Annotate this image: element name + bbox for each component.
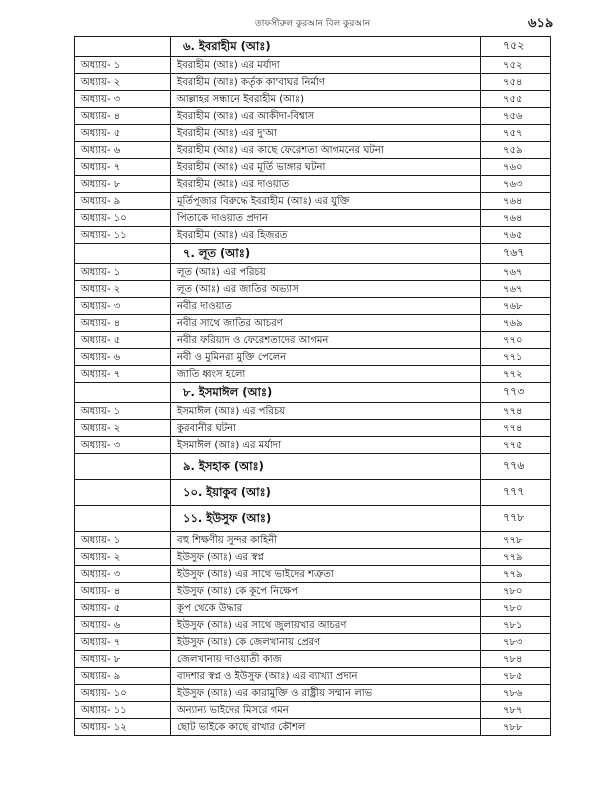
chapter-label: অধ্যায়- ৫ — [75, 600, 171, 617]
page-ref: ৭৭৯ — [481, 566, 551, 583]
chapter-row — [75, 702, 551, 719]
page-ref: ৭৫৪ — [481, 74, 551, 91]
chapter-label: অধ্যায়- ৩ — [75, 91, 171, 108]
chapter-title: ইবরাহীম (আঃ) এর হিজরত — [171, 227, 481, 244]
chapter-title: জেলখানায় দাওয়াতী কাজ — [171, 651, 481, 668]
page-ref: ৭৬৫ — [481, 227, 551, 244]
section-row — [75, 37, 551, 57]
page-ref: ৭৭১ — [481, 349, 551, 366]
chapter-label: অধ্যায়- ৪ — [75, 583, 171, 600]
page-ref: ৭৭৩ — [481, 383, 551, 403]
chapter-row — [75, 600, 551, 617]
page-ref: ৭৫৫ — [481, 91, 551, 108]
page-ref: ৭৭৪ — [481, 403, 551, 420]
chapter-label: অধ্যায়- ১২ — [75, 719, 171, 736]
chapter-label: অধ্যায়- ৬ — [75, 142, 171, 159]
chapter-label: অধ্যায়- ৩ — [75, 298, 171, 315]
chapter-title: নবীর ফরিয়াদ ও ফেরেশতাদের আগমন — [171, 332, 481, 349]
page-ref: ৭৭৫ — [481, 437, 551, 454]
chapter-row — [75, 176, 551, 193]
chapter-label: অধ্যায়- ২ — [75, 549, 171, 566]
page-ref: ৭৭৭ — [481, 480, 551, 506]
chapter-label: অধ্যায়- ৮ — [75, 651, 171, 668]
chapter-row — [75, 315, 551, 332]
chapter-row — [75, 532, 551, 549]
chapter-label: অধ্যায়- ১ — [75, 403, 171, 420]
page-ref: ৭৬৪ — [481, 210, 551, 227]
chapter-title: আল্লাহর সন্ধানে ইবরাহীম (আঃ) — [171, 91, 481, 108]
section-title: ১১. ইউসুফ (আঃ) — [171, 506, 481, 532]
page-ref: ৭৬৩ — [481, 176, 551, 193]
chapter-title: ইউসুফ (আঃ) এর সাথে ভাইদের শত্রুতা — [171, 566, 481, 583]
chapter-row — [75, 549, 551, 566]
page-ref: ৭৫৭ — [481, 125, 551, 142]
page-ref: ৭৫২ — [481, 37, 551, 57]
chapter-row — [75, 566, 551, 583]
chapter-row — [75, 281, 551, 298]
chapter-label: অধ্যায়- ৭ — [75, 159, 171, 176]
page-ref: ৭৭৬ — [481, 454, 551, 480]
chapter-row — [75, 91, 551, 108]
page-ref: ৭৭৪ — [481, 420, 551, 437]
chapter-title: ছোট ভাইকে কাছে রাখার কৌশল — [171, 719, 481, 736]
chapter-label: অধ্যায়- ১০ — [75, 685, 171, 702]
chapter-row — [75, 264, 551, 281]
page-ref: ৭৫৬ — [481, 108, 551, 125]
page-ref: ৭৬৭ — [481, 264, 551, 281]
chapter-label: অধ্যায়- ১ — [75, 532, 171, 549]
chapter-label: অধ্যায়- ৬ — [75, 617, 171, 634]
page-ref: ৭৬০ — [481, 159, 551, 176]
section-row — [75, 244, 551, 264]
chapter-label — [75, 506, 171, 532]
chapter-label: অধ্যায়- ১ — [75, 264, 171, 281]
chapter-row — [75, 685, 551, 702]
page-ref: ৭৮৫ — [481, 668, 551, 685]
chapter-title: ইবরাহীম (আঃ) এর দু'আ — [171, 125, 481, 142]
chapter-row — [75, 298, 551, 315]
section-title: ৬. ইবরাহীম (আঃ) — [171, 37, 481, 57]
page-ref: ৭৮৭ — [481, 702, 551, 719]
chapter-row — [75, 437, 551, 454]
chapter-title: ইউসুফ (আঃ) এর কারামুক্তি ও রাষ্ট্রীয় সম্মান লাভ — [171, 685, 481, 702]
chapter-row — [75, 125, 551, 142]
page-ref: ৭৮৬ — [481, 685, 551, 702]
page-ref: ৭৭০ — [481, 332, 551, 349]
chapter-label — [75, 454, 171, 480]
section-row — [75, 454, 551, 480]
chapter-row — [75, 159, 551, 176]
chapter-title: ইবরাহীম (আঃ) কর্তৃক কা'বাঘর নির্মাণ — [171, 74, 481, 91]
chapter-label: অধ্যায়- ৫ — [75, 125, 171, 142]
chapter-title: বাদশার স্বপ্ন ও ইউসুফ (আঃ) এর ব্যাখ্যা প্রদান — [171, 668, 481, 685]
chapter-label: অধ্যায়- ৯ — [75, 668, 171, 685]
page-ref: ৭৮০ — [481, 600, 551, 617]
chapter-label — [75, 37, 171, 57]
chapter-title: নবীর দাওয়াত — [171, 298, 481, 315]
chapter-title: ইবরাহীম (আঃ) এর আকীদা-বিশ্বাস — [171, 108, 481, 125]
chapter-label: অধ্যায়- ২ — [75, 74, 171, 91]
chapter-title: ইসমাঈল (আঃ) এর মর্যাদা — [171, 437, 481, 454]
chapter-row — [75, 57, 551, 74]
page-ref: ৭৮৮ — [481, 719, 551, 736]
chapter-label: অধ্যায়- ৭ — [75, 634, 171, 651]
chapter-title: ইবরাহীম (আঃ) এর মূর্তি ভাঙ্গার ঘটনা — [171, 159, 481, 176]
section-title: ৭. লূত (আঃ) — [171, 244, 481, 264]
chapter-title: বহু শিক্ষণীয় সুন্দর কাহিনী — [171, 532, 481, 549]
section-title: ১০. ইয়াকুব (আঃ) — [171, 480, 481, 506]
chapter-label: অধ্যায়- ৬ — [75, 349, 171, 366]
chapter-row — [75, 108, 551, 125]
section-row — [75, 383, 551, 403]
page-ref: ৭৫২ — [481, 57, 551, 74]
chapter-row — [75, 420, 551, 437]
page-ref: ৭৬৮ — [481, 298, 551, 315]
chapter-label: অধ্যায়- ৫ — [75, 332, 171, 349]
chapter-title: ইবরাহীম (আঃ) এর দাওয়াত — [171, 176, 481, 193]
toc-body — [75, 37, 551, 736]
chapter-row — [75, 366, 551, 383]
chapter-title: ইউসুফ (আঃ) এর স্বপ্ন — [171, 549, 481, 566]
chapter-row — [75, 403, 551, 420]
chapter-row — [75, 142, 551, 159]
page-ref: ৭৮০ — [481, 583, 551, 600]
page-ref: ৭৮৪ — [481, 651, 551, 668]
chapter-row — [75, 634, 551, 651]
chapter-title: জাতি ধ্বংস হলো — [171, 366, 481, 383]
page-ref: ৭৮১ — [481, 617, 551, 634]
table-of-contents — [74, 36, 551, 736]
chapter-label — [75, 480, 171, 506]
chapter-label: অধ্যায়- ২ — [75, 281, 171, 298]
chapter-row — [75, 651, 551, 668]
chapter-title: ইউসুফ (আঃ) এর সাথে জুলায়খার আচরণ — [171, 617, 481, 634]
chapter-title: মূর্তিপূজার বিরুদ্ধে ইবরাহীম (আঃ) এর যুক্তি — [171, 193, 481, 210]
chapter-title: কূপ থেকে উদ্ধার — [171, 600, 481, 617]
chapter-label — [75, 244, 171, 264]
chapter-row — [75, 719, 551, 736]
page-ref: ৭৭৮ — [481, 506, 551, 532]
chapter-title: পিতাকে দাওয়াত প্রদান — [171, 210, 481, 227]
chapter-title: নবীর সাথে জাতির আচরণ — [171, 315, 481, 332]
chapter-label: অধ্যায়- ১০ — [75, 210, 171, 227]
chapter-label — [75, 383, 171, 403]
chapter-row — [75, 227, 551, 244]
page-ref: ৭৭২ — [481, 366, 551, 383]
chapter-title: লূত (আঃ) এর পরিচয় — [171, 264, 481, 281]
chapter-title: লূত (আঃ) এর জাতির অভ্যাস — [171, 281, 481, 298]
page-ref: ৭৭৯ — [481, 549, 551, 566]
page-ref: ৭৬৭ — [481, 244, 551, 264]
section-row — [75, 480, 551, 506]
chapter-row — [75, 617, 551, 634]
chapter-label: অধ্যায়- ৪ — [75, 315, 171, 332]
section-title: ৯. ইসহাক (আঃ) — [171, 454, 481, 480]
chapter-title: অন্যান্য ভাইদের মিসরে গমন — [171, 702, 481, 719]
chapter-label: অধ্যায়- ৯ — [75, 193, 171, 210]
chapter-label: অধ্যায়- ৭ — [75, 366, 171, 383]
chapter-label: অধ্যায়- ১১ — [75, 702, 171, 719]
section-title: ৮. ইসমাঈল (আঃ) — [171, 383, 481, 403]
chapter-row — [75, 332, 551, 349]
chapter-title: ইউসুফ (আঃ) কে কূপে নিক্ষেপ — [171, 583, 481, 600]
chapter-row — [75, 583, 551, 600]
chapter-title: ইবরাহীম (আঃ) এর মর্যাদা — [171, 57, 481, 74]
chapter-row — [75, 193, 551, 210]
chapter-label: অধ্যায়- ২ — [75, 420, 171, 437]
page-ref: ৭৬৪ — [481, 193, 551, 210]
chapter-label: অধ্যায়- ৩ — [75, 566, 171, 583]
page-number: ৬১৯ — [528, 16, 554, 31]
chapter-title: নবী ও মুমিনরা মুক্তি পেলেন — [171, 349, 481, 366]
chapter-title: ইবরাহীম (আঃ) এর কাছে ফেরেশতা আগমনের ঘটনা — [171, 142, 481, 159]
chapter-row — [75, 668, 551, 685]
chapter-label: অধ্যায়- ৩ — [75, 437, 171, 454]
running-header-title: তাফসীরুল কুরআন বিল কুরআন — [255, 19, 371, 29]
page-ref: ৭৫৯ — [481, 142, 551, 159]
page-header — [0, 14, 600, 36]
page-ref: ৭৮৩ — [481, 634, 551, 651]
page-ref: ৭৬৯ — [481, 315, 551, 332]
chapter-label: অধ্যায়- ১ — [75, 57, 171, 74]
chapter-label: অধ্যায়- ১১ — [75, 227, 171, 244]
chapter-title: ইসমাঈল (আঃ) এর পরিচয় — [171, 403, 481, 420]
chapter-row — [75, 349, 551, 366]
page-ref: ৭৬৭ — [481, 281, 551, 298]
chapter-label: অধ্যায়- ৮ — [75, 176, 171, 193]
chapter-row — [75, 74, 551, 91]
chapter-title: কুরবানীর ঘটনা — [171, 420, 481, 437]
page-ref: ৭৭৮ — [481, 532, 551, 549]
section-row — [75, 506, 551, 532]
chapter-title: ইউসুফ (আঃ) কে জেলখানায় প্রেরণ — [171, 634, 481, 651]
chapter-row — [75, 210, 551, 227]
chapter-label: অধ্যায়- ৪ — [75, 108, 171, 125]
